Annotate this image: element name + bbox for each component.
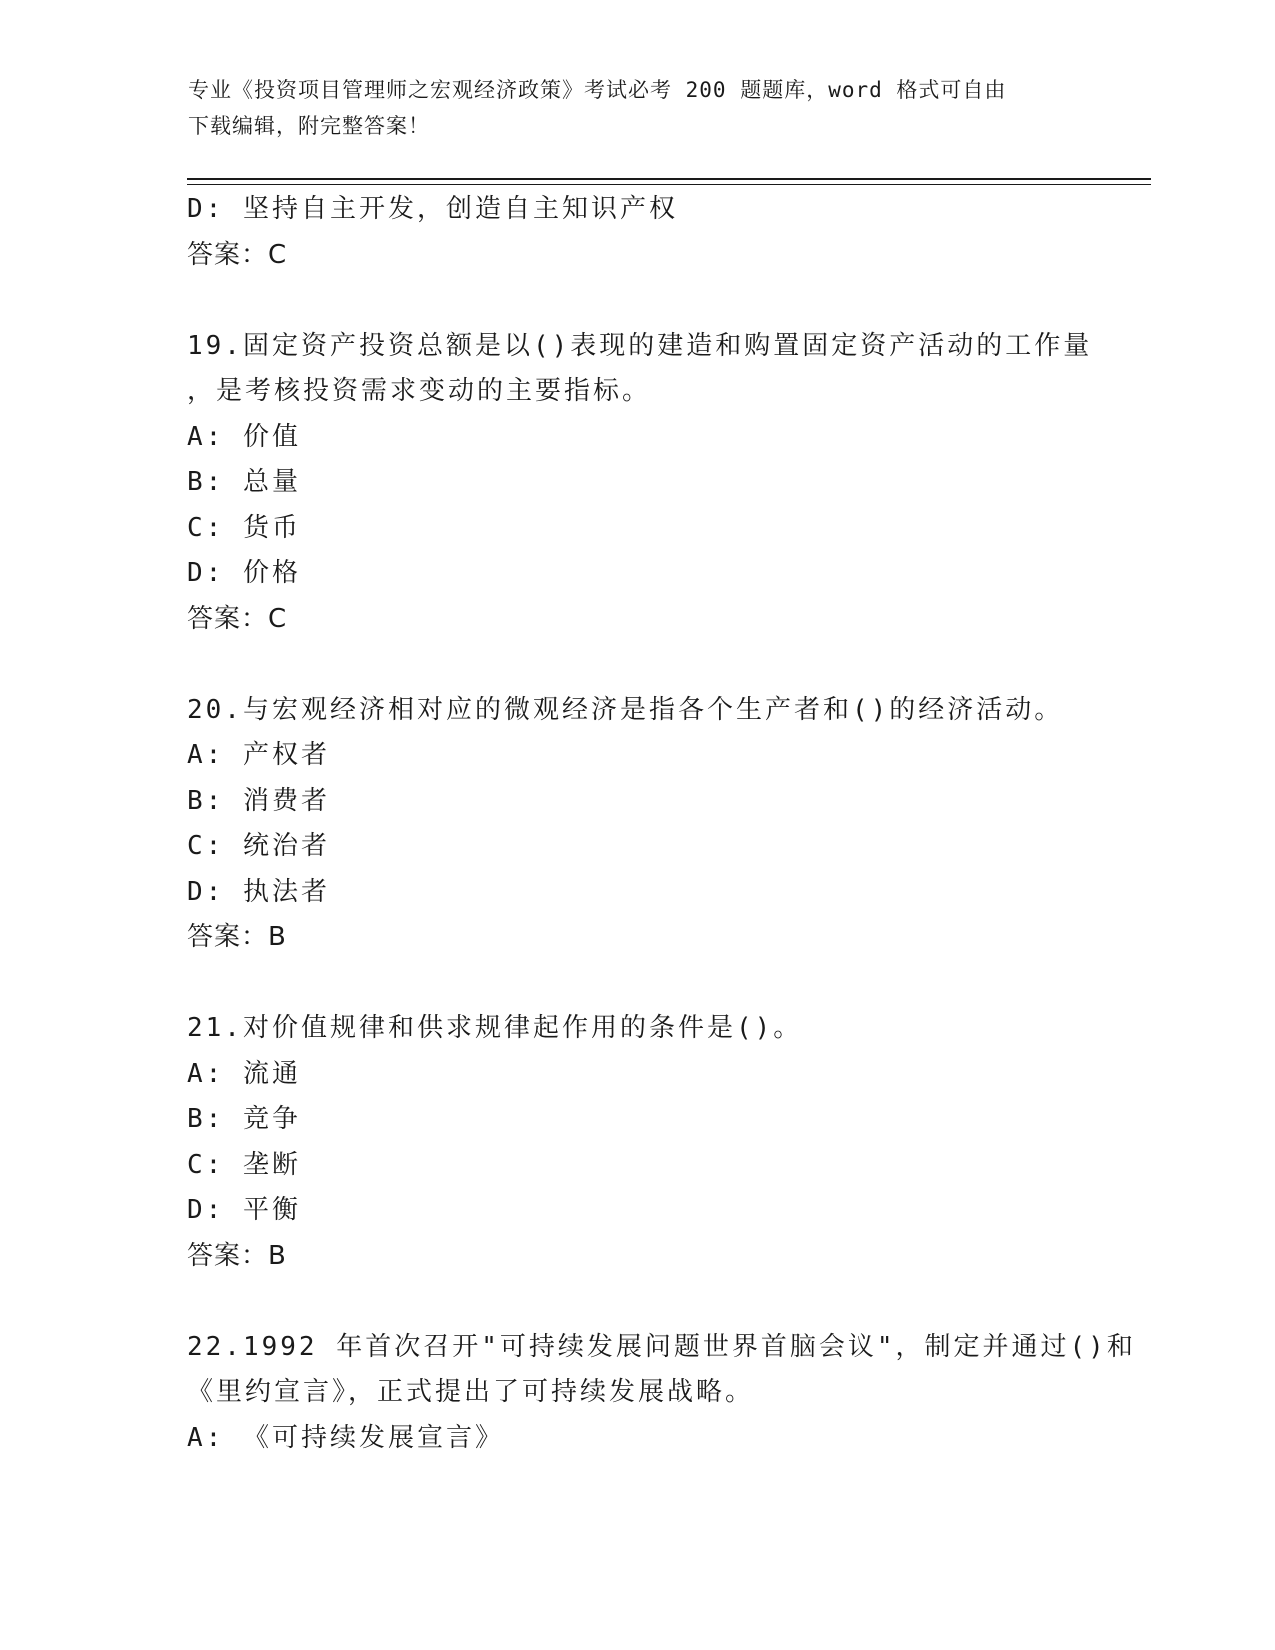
question-22	[187, 1325, 1136, 1462]
header-rule-thin	[187, 184, 1151, 185]
header-rule-thick	[187, 178, 1151, 180]
option-a: A: 产权者	[187, 740, 330, 770]
question-21	[187, 1006, 1087, 1279]
question-stem: 19.固定资产投资总额是以()表现的建造和购置固定资产活动的工作量	[187, 330, 1093, 361]
document-header	[188, 72, 1088, 144]
option-c: C: 货币	[187, 512, 301, 543]
option-d: D: 坚持自主开发，创造自主知识产权	[187, 194, 678, 224]
option-a: A: 流通	[187, 1058, 301, 1089]
header-line-2: 下载编辑，附完整答案！	[188, 114, 430, 138]
question-stem-continued: ，是考核投资需求变动的主要指标。	[187, 376, 652, 406]
question-stem-continued: 《里约宣言》，正式提出了可持续发展战略。	[187, 1377, 755, 1407]
question-stem: 20.与宏观经济相对应的微观经济是指各个生产者和()的经济活动。	[187, 694, 1064, 725]
spacer	[187, 642, 1087, 688]
spacer	[187, 961, 1087, 1007]
answer-line: 答案：B	[187, 1240, 287, 1271]
option-a: A: 价值	[187, 421, 301, 452]
option-d: D: 执法者	[187, 876, 330, 907]
question-stem: 22.1992 年首次召开"可持续发展问题世界首脑会议"，制定并通过()和	[187, 1331, 1136, 1362]
answer-line: 答案：C	[187, 603, 288, 634]
option-c: C: 统治者	[187, 831, 330, 861]
option-d: D: 平衡	[187, 1195, 301, 1225]
answer-line: 答案：B	[187, 922, 287, 952]
option-b: B: 消费者	[187, 785, 330, 816]
answer-line: 答案：C	[187, 239, 288, 270]
previous-question-tail	[187, 187, 1087, 278]
question-stem: 21.对价值规律和供求规律起作用的条件是()。	[187, 1013, 803, 1043]
spacer	[187, 278, 1087, 324]
option-b: B: 总量	[187, 467, 301, 497]
spacer	[187, 1279, 1087, 1325]
question-20	[187, 688, 1087, 961]
question-19	[187, 324, 1093, 643]
header-line-1: 专业《投资项目管理师之宏观经济政策》考试必考 200 题题库，word 格式可自由	[188, 78, 1007, 102]
option-a: A: 《可持续发展宣言》	[187, 1422, 504, 1453]
option-b: B: 竞争	[187, 1104, 301, 1134]
question-content	[187, 187, 1136, 1461]
option-c: C: 垄断	[187, 1149, 301, 1180]
option-d: D: 价格	[187, 558, 301, 588]
